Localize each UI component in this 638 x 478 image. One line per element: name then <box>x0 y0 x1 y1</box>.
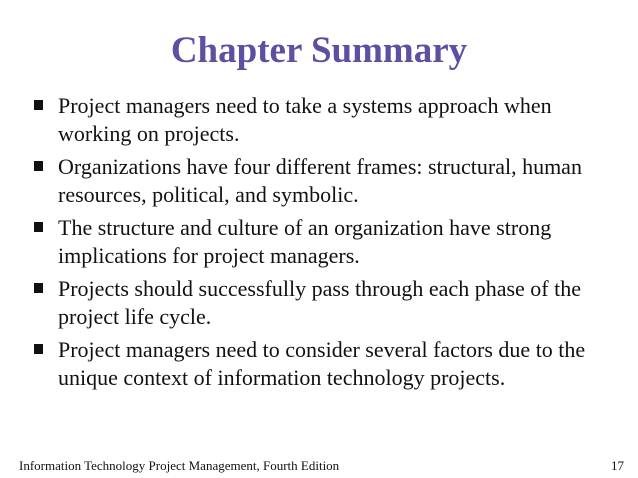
bullet-text: Organizations have four different frames: structural, human resources, political, and symbolic. <box>58 154 582 207</box>
bullet-item-structure-culture <box>34 214 614 269</box>
bullet-text: Projects should successfully pass through each phase of the project life cycle. <box>58 276 581 329</box>
bullet-item-it-context <box>34 336 614 391</box>
square-bullet-icon <box>34 161 43 171</box>
bullet-item-life-cycle <box>34 275 614 330</box>
square-bullet-icon <box>34 344 43 354</box>
footer-text: Information Technology Project Management, Fourth Edition <box>19 458 340 473</box>
bullet-text: The structure and culture of an organization have strong implications for project managers. <box>58 215 552 268</box>
slide-title: Chapter Summary <box>170 30 468 71</box>
bullet-text: Project managers need to consider several factors due to the unique context of information technology projects. <box>58 337 586 390</box>
bullet-item-four-frames <box>34 153 614 208</box>
square-bullet-icon <box>34 283 43 293</box>
square-bullet-icon <box>34 222 43 232</box>
square-bullet-icon <box>34 100 43 110</box>
bullet-text: Project managers need to take a systems approach when working on projects. <box>58 93 552 146</box>
bullet-item-systems-approach <box>34 92 614 147</box>
page-number: 17 <box>611 458 624 473</box>
bullet-list <box>34 92 614 397</box>
